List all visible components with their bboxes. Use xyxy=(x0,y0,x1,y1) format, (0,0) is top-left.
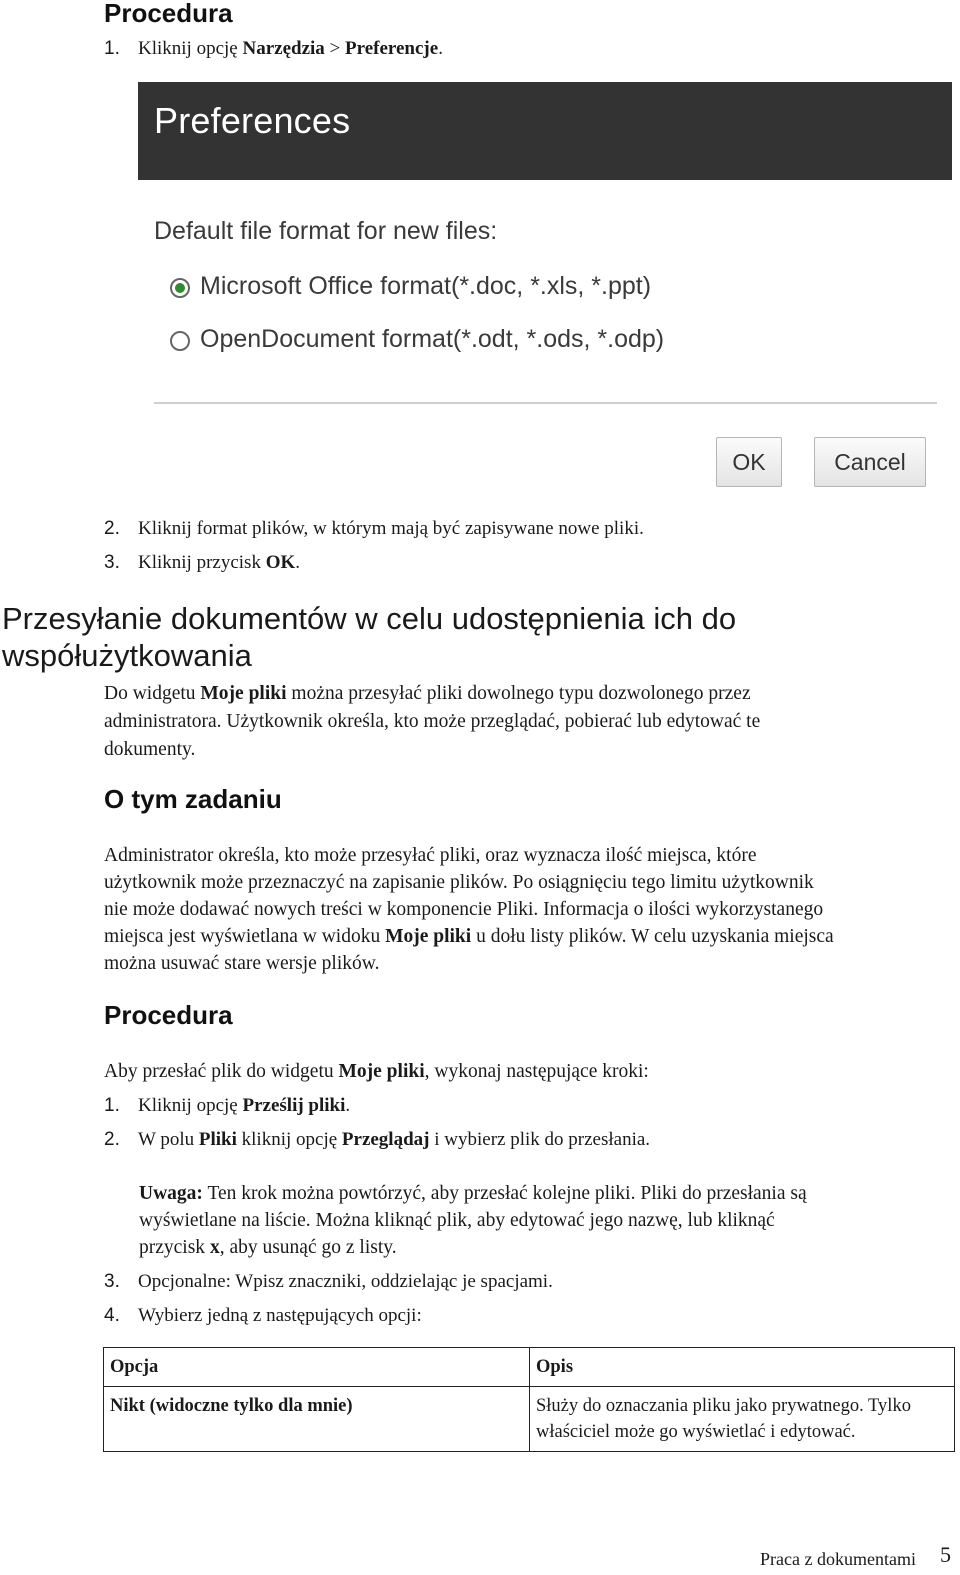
step-text: W polu xyxy=(138,1129,199,1150)
divider xyxy=(154,402,937,404)
step-text: > xyxy=(324,38,346,59)
step-number: 1. xyxy=(104,38,120,59)
dialog-title: Preferences xyxy=(154,100,351,141)
step-text: Kliknij przycisk xyxy=(138,552,266,573)
section-title-line: Przesyłanie dokumentów w celu udostępnienia ich do xyxy=(2,601,737,636)
option-name: Prześlij pliki xyxy=(242,1095,346,1116)
upload-step-1 xyxy=(104,1095,350,1117)
cancel-button[interactable]: Cancel xyxy=(814,437,926,487)
step-3 xyxy=(104,552,300,574)
dialog-header xyxy=(138,82,952,180)
upload-step-2 xyxy=(104,1129,650,1151)
radio-label: OpenDocument format(*.odt, *.ods, *.odp) xyxy=(200,325,665,353)
note-text: Ten krok można powtórzyć, aby przesłać kolejne pliki. Pliki do przesłania są xyxy=(202,1183,807,1204)
file-format-label: Default file format for new files: xyxy=(154,217,498,245)
step-number: 3. xyxy=(104,1271,120,1292)
about-text: użytkownik może przeznaczyć na zapisanie plików. Po osiągnięciu tego limitu użytkownik xyxy=(104,872,814,893)
options-table xyxy=(103,1347,955,1452)
step-number: 3. xyxy=(104,552,120,573)
about-text: u dołu listy plików. W celu uzyskania miejsca xyxy=(471,926,834,947)
radio-unselected-icon[interactable] xyxy=(170,331,190,351)
table-header-row xyxy=(104,1348,955,1387)
step-text: Wybierz jedną z następujących opcji: xyxy=(138,1305,422,1326)
upload-step-3 xyxy=(104,1271,553,1293)
step-number: 4. xyxy=(104,1305,120,1326)
procedure-heading: Procedura xyxy=(104,0,233,28)
option-cell: Nikt (widoczne tylko dla mnie) xyxy=(104,1387,530,1452)
note-text: przycisk xyxy=(139,1237,210,1258)
view-name: Moje pliki xyxy=(385,926,472,947)
description-text: Służy do oznaczania pliku jako prywatnego. Tylko xyxy=(536,1396,911,1416)
step-text: . xyxy=(438,38,443,59)
about-text: nie może dodawać nowych treści w komponencie Pliki. Informacja o ilości wykorzystanego xyxy=(104,899,824,920)
step-text: Kliknij opcję xyxy=(138,38,243,59)
button-name: x xyxy=(209,1237,220,1258)
about-text: miejsca jest wyświetlana w widoku xyxy=(104,926,386,947)
note-text: , aby usunąć go z listy. xyxy=(219,1237,397,1258)
step-text: Kliknij format plików, w którym mają być zapisywane nowe pliki. xyxy=(138,518,644,539)
intro-text: administratora. Użytkownik określa, kto może przeglądać, pobierać lub edytować te xyxy=(104,711,761,732)
step-text: kliknij opcję xyxy=(236,1129,342,1150)
about-text: można usuwać stare wersje plików. xyxy=(104,953,380,974)
menu-name: Narzędzia xyxy=(242,38,325,59)
footer-section-name: Praca z dokumentami xyxy=(760,1549,916,1569)
step-2 xyxy=(104,518,644,540)
table-row xyxy=(104,1387,955,1452)
page-number: 5 xyxy=(940,1542,951,1567)
step-text: . xyxy=(295,552,301,573)
field-name: Pliki xyxy=(198,1129,237,1150)
step-1 xyxy=(104,38,443,60)
section-title-line: współużytkowania xyxy=(2,638,252,673)
column-header: Opcja xyxy=(104,1348,530,1387)
description-cell xyxy=(530,1387,955,1452)
about-heading: O tym zadaniu xyxy=(104,784,282,814)
column-header: Opis xyxy=(530,1348,955,1387)
preferences-screenshot xyxy=(138,82,952,492)
option-name: Przeglądaj xyxy=(341,1129,430,1150)
about-text: Administrator określa, kto może przesyłać pliki, oraz wyznacza ilość miejsca, które xyxy=(104,845,757,866)
section-title xyxy=(2,600,736,674)
ok-button[interactable]: OK xyxy=(716,437,782,487)
intro-text: Aby przesłać plik do widgetu xyxy=(104,1061,339,1082)
intro-text: Do widgetu xyxy=(104,683,201,704)
step-number: 2. xyxy=(104,518,120,539)
step-text: Opcjonalne: Wpisz znaczniki, oddzielając je spacjami. xyxy=(138,1271,553,1292)
intro-text: dokumenty. xyxy=(104,739,196,760)
button-name: OK xyxy=(265,552,296,573)
upload-step-4 xyxy=(104,1305,422,1327)
step-text: . xyxy=(345,1095,351,1116)
intro-text: można przesyłać pliki dowolnego typu dozwolonego przez xyxy=(286,683,751,704)
about-paragraph xyxy=(104,842,954,977)
widget-name: Moje pliki xyxy=(200,683,287,704)
note-label: Uwaga: xyxy=(139,1183,203,1204)
step-text: Kliknij opcję xyxy=(138,1095,243,1116)
menu-item-name: Preferencje xyxy=(345,38,439,59)
note-text: wyświetlane na liście. Można kliknąć plik, aby edytować jego nazwę, lub kliknąć xyxy=(139,1210,775,1231)
procedure-intro xyxy=(104,1058,954,1085)
step-number: 1. xyxy=(104,1095,120,1116)
description-text: właściciel może go wyświetlać i edytować. xyxy=(536,1422,856,1442)
procedure-heading-2: Procedura xyxy=(104,1000,233,1030)
intro-paragraph xyxy=(104,680,944,764)
widget-name: Moje pliki xyxy=(338,1061,425,1082)
step-number: 2. xyxy=(104,1129,120,1150)
step-text: i wybierz plik do przesłania. xyxy=(429,1129,651,1150)
radio-selected-icon[interactable] xyxy=(170,278,190,298)
intro-text: , wykonaj następujące kroki: xyxy=(424,1061,649,1082)
note-block xyxy=(139,1180,939,1261)
radio-label: Microsoft Office format(*.doc, *.xls, *.ppt) xyxy=(200,272,652,300)
